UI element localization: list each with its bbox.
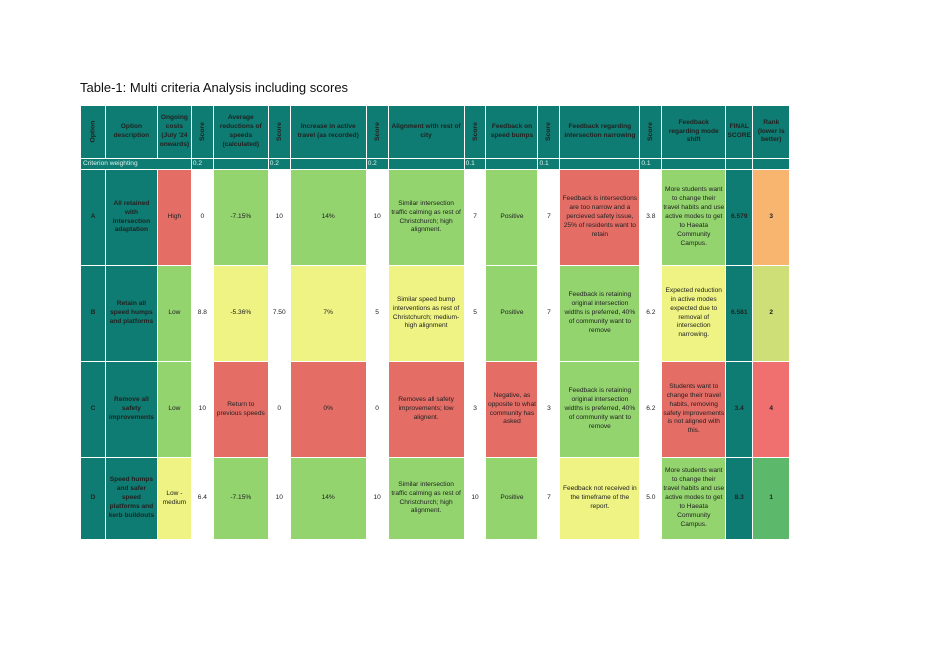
- header-feedback-mode-shift: Feedback regarding mode shift: [662, 106, 726, 159]
- speed-reduction: -5.36%: [213, 266, 268, 362]
- narrowing-feedback: Feedback is retaining original intersection widths is preferred, 40% of community want to remove: [560, 266, 640, 362]
- speed-reduction: Return to previous speeds: [213, 362, 268, 458]
- final-score: 6.579: [726, 170, 753, 266]
- speed-bump-score: 7: [538, 266, 560, 362]
- speed-score: 10: [268, 170, 290, 266]
- rank-value: 3: [753, 170, 790, 266]
- alignment: Similar intersection traffic calming as rest of Christchurch; high alignment.: [388, 458, 464, 540]
- rank-value: 4: [753, 362, 790, 458]
- ongoing-cost: High: [157, 170, 191, 266]
- mode-shift-feedback: Expected reduction in active modes expected due to removal of intersection narrowing.: [662, 266, 726, 362]
- final-score: 6.581: [726, 266, 753, 362]
- alignment: Removes all safety improvements; low alignent.: [388, 362, 464, 458]
- option-letter: B: [81, 266, 106, 362]
- weighting-blank: [753, 159, 790, 170]
- header-option: Option: [81, 106, 106, 159]
- active-travel: 0%: [290, 362, 366, 458]
- rank-value: 2: [753, 266, 790, 362]
- option-letter: D: [81, 458, 106, 540]
- weighting-value: 0.2: [191, 159, 213, 170]
- option-description: All retained with intersection adaptation: [105, 170, 157, 266]
- header-score: Score: [268, 106, 290, 159]
- ongoing-cost: Low: [157, 266, 191, 362]
- speed-bump-feedback: Negative, as opposite to what community has asked: [486, 362, 538, 458]
- ongoing-cost: Low - medium: [157, 458, 191, 540]
- cost-score: 8.8: [191, 266, 213, 362]
- weighting-blank: [726, 159, 753, 170]
- alignment-score: 7: [464, 170, 486, 266]
- header-row: [81, 106, 790, 159]
- active-travel-score: 0: [366, 362, 388, 458]
- header-final-score: FINAL SCORE: [726, 106, 753, 159]
- narrowing-feedback: Feedback not received in the timeframe of the report.: [560, 458, 640, 540]
- active-travel-score: 5: [366, 266, 388, 362]
- option-description: Remove all safety improvements: [105, 362, 157, 458]
- alignment-score: 5: [464, 266, 486, 362]
- table-row: [81, 362, 790, 458]
- mode-shift-feedback: More students want to change their travel habits and use active modes to get to Haeata Community Campus.: [662, 458, 726, 540]
- speed-bump-score: 7: [538, 458, 560, 540]
- active-travel: 7%: [290, 266, 366, 362]
- header-score: Score: [640, 106, 662, 159]
- option-description: Retain all speed humps and platforms: [105, 266, 157, 362]
- weighting-value: 0.2: [268, 159, 290, 170]
- option-description: Speed humps and safer speed platforms and kerb buildouts: [105, 458, 157, 540]
- speed-bump-feedback: Positive: [486, 170, 538, 266]
- speed-bump-score: 7: [538, 170, 560, 266]
- narrowing-feedback: Feedback is retaining original intersection widths is preferred, 40% of community want to remove: [560, 362, 640, 458]
- weighting-value: 0.1: [538, 159, 560, 170]
- speed-bump-feedback: Positive: [486, 458, 538, 540]
- weighting-blank: [662, 159, 726, 170]
- header-score: Score: [191, 106, 213, 159]
- multi-criteria-table: [80, 105, 790, 540]
- alignment-score: 3: [464, 362, 486, 458]
- header-ongoing-costs: Ongoing costs (July '24 onwards): [157, 106, 191, 159]
- header-score: Score: [366, 106, 388, 159]
- weighting-blank: [213, 159, 268, 170]
- narrowing-score: 6.2: [640, 266, 662, 362]
- weighting-blank: [388, 159, 464, 170]
- narrowing-score: 5.0: [640, 458, 662, 540]
- weighting-row: [81, 159, 790, 170]
- weighting-blank: [486, 159, 538, 170]
- speed-score: 7.50: [268, 266, 290, 362]
- narrowing-score: 3.8: [640, 170, 662, 266]
- header-alignment: Alignment with rest of city: [388, 106, 464, 159]
- header-score: Score: [538, 106, 560, 159]
- active-travel: 14%: [290, 170, 366, 266]
- weighting-blank: [290, 159, 366, 170]
- speed-reduction: -7.15%: [213, 170, 268, 266]
- mode-shift-feedback: More students want to change their travel habits and use active modes to get to Haeata Community Campus.: [662, 170, 726, 266]
- speed-score: 0: [268, 362, 290, 458]
- header-average-speed-reduction: Average reductions of speeds (calculated): [213, 106, 268, 159]
- table-row: [81, 170, 790, 266]
- weighting-value: 0.2: [366, 159, 388, 170]
- rank-value: 1: [753, 458, 790, 540]
- header-score: Score: [464, 106, 486, 159]
- final-score: 8.3: [726, 458, 753, 540]
- table-caption: Table-1: Multi criteria Analysis including scores: [80, 80, 349, 95]
- final-score: 3.4: [726, 362, 753, 458]
- speed-score: 10: [268, 458, 290, 540]
- cost-score: 10: [191, 362, 213, 458]
- header-feedback-speed-bumps: Feedback on speed bumps: [486, 106, 538, 159]
- alignment: Similar speed bump interventions as rest of Christchurch; medium-high alignment: [388, 266, 464, 362]
- header-feedback-narrowing: Feedback regarding intersection narrowing: [560, 106, 640, 159]
- cost-score: 0: [191, 170, 213, 266]
- active-travel-score: 10: [366, 170, 388, 266]
- header-description: Option description: [105, 106, 157, 159]
- option-letter: A: [81, 170, 106, 266]
- mode-shift-feedback: Students want to change their travel habits, removing safety improvements is not aligned with this.: [662, 362, 726, 458]
- narrowing-feedback: Feedback is intersections are too narrow and a percieved safety issue, 25% of residents want to retain: [560, 170, 640, 266]
- weighting-value: 0.1: [464, 159, 486, 170]
- speed-bump-feedback: Positive: [486, 266, 538, 362]
- alignment: Similar intersection traffic calming as rest of Christchurch; high alignment.: [388, 170, 464, 266]
- active-travel-score: 10: [366, 458, 388, 540]
- table-row: [81, 266, 790, 362]
- alignment-score: 10: [464, 458, 486, 540]
- weighting-value: 0.1: [640, 159, 662, 170]
- table-row: [81, 458, 790, 540]
- option-letter: C: [81, 362, 106, 458]
- ongoing-cost: Low: [157, 362, 191, 458]
- header-active-travel: Increase in active travel (as recorded): [290, 106, 366, 159]
- weighting-blank: [560, 159, 640, 170]
- speed-reduction: -7.15%: [213, 458, 268, 540]
- cost-score: 6.4: [191, 458, 213, 540]
- active-travel: 14%: [290, 458, 366, 540]
- weighting-label: Criterion weighting: [81, 159, 192, 170]
- narrowing-score: 6.2: [640, 362, 662, 458]
- header-rank: Rank (lower is better): [753, 106, 790, 159]
- speed-bump-score: 3: [538, 362, 560, 458]
